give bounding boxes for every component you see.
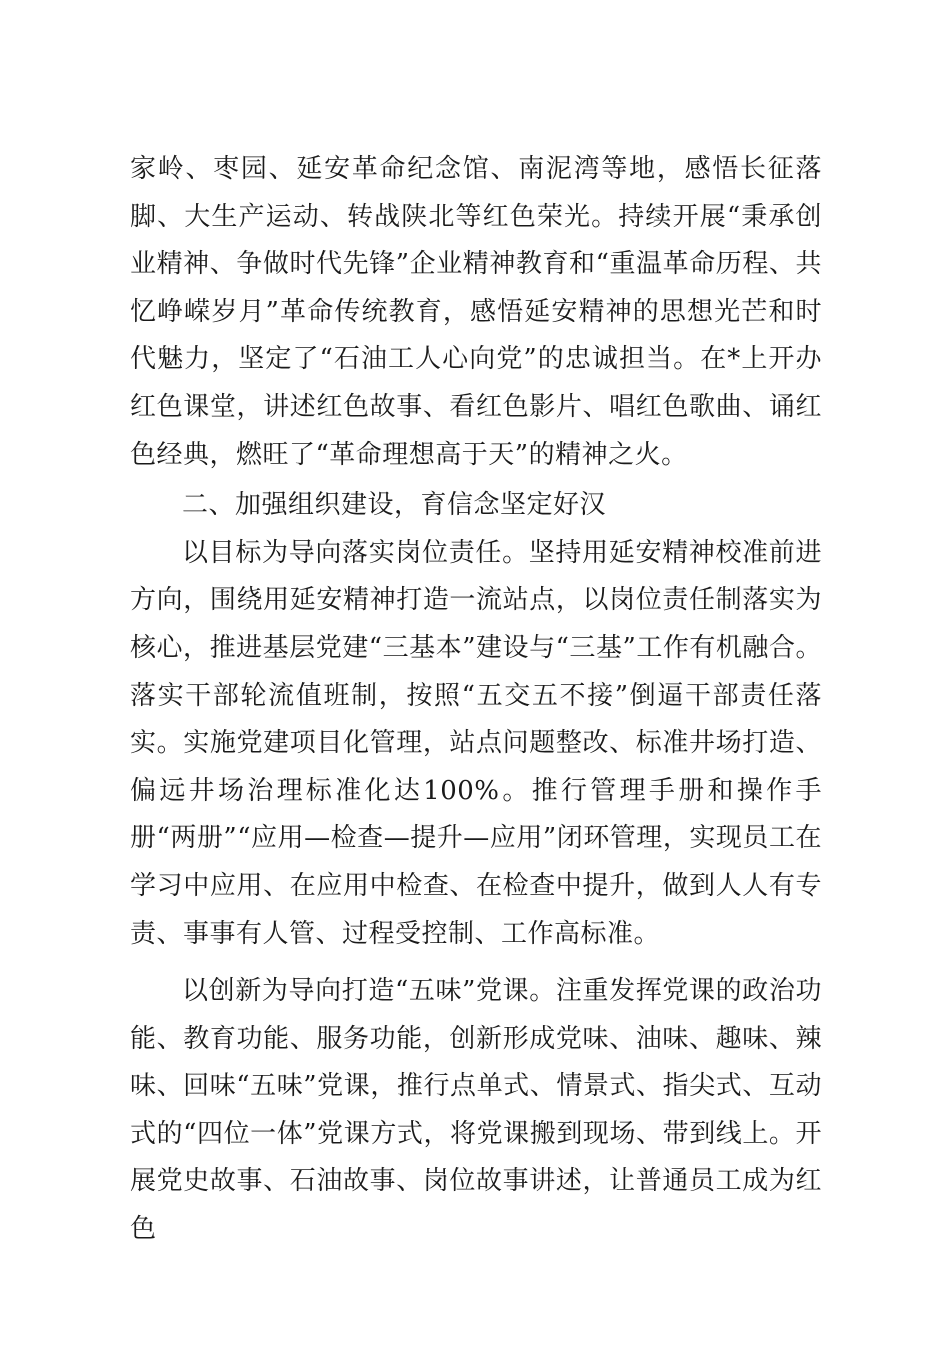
paragraph-post-responsibility: 以目标为导向落实岗位责任。坚持用延安精神校准前进方向，围绕用延安精神打造一流站点，以岗位责任制落实为核心，推进基层党建“三基本”建设与“三基”工作有机融合。落实干部轮流值班制，按照“五交五不接”倒逼干部责任落实。实施党建项目化管理，站点问题整改、标准井场打造、偏远井场治理标准化达100%。推行管理手册和操作手册“两册”“应用—检查—提升—应用”闭环管理，实现员工在学习中应用、在应用中检查、在检查中提升，做到人人有专责、事事有人管、过程受控制、工作高标准。 — [130, 537, 822, 949]
section-heading: 二、加强组织建设，育信念坚定好汉 — [182, 490, 607, 521]
document-body — [130, 146, 822, 1254]
paragraph-continued: 家岭、枣园、延安革命纪念馆、南泥湾等地，感悟长征落脚、大生产运动、转战陕北等红色荣光。持续开展“秉承创业精神、争做时代先锋”企业精神教育和“重温革命历程、共忆峥嵘岁月”革命传统教育，感悟延安精神的思想光芒和时代魅力，坚定了“石油工人心向党”的忠诚担当。在*上开办红色课堂，讲述红色故事、看红色影片、唱红色歌曲、诵红色经典，燃旺了“革命理想高于天”的精神之火。 — [130, 154, 822, 470]
paragraph-party-lesson: 以创新为导向打造“五味”党课。注重发挥党课的政治功能、教育功能、服务功能，创新形成党味、油味、趣味、辣味、回味“五味”党课，推行点单式、情景式、指尖式、互动式的“四位一体”党课方式，将党课搬到现场、带到线上。开展党史故事、石油故事、岗位故事讲述，让普通员工成为红色 — [130, 976, 822, 1245]
